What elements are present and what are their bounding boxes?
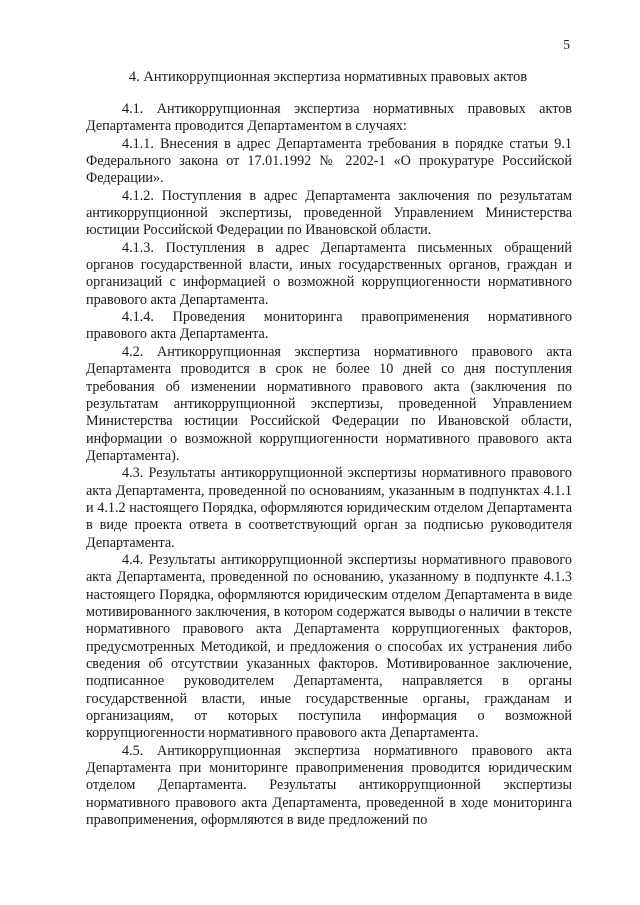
paragraph-4-1: 4.1. Антикоррупционная экспертиза нормативных правовых актов Департамента проводится Департаментом в случаях: — [86, 101, 572, 135]
paragraph-4-1-3: 4.1.3. Поступления в адрес Департамента письменных обращений органов государственной власти, иных государственных органов, граждан и организаций с информацией о возможной коррупциогенности нормативного правового акта Департамента. — [86, 239, 572, 308]
document-body — [86, 101, 572, 829]
paragraph-4-1-1: 4.1.1. Внесения в адрес Департамента требования в порядке статьи 9.1 Федерального закона от 17.01.1992 № 2202-1 «О прокуратуре Российской Федерации». — [86, 135, 572, 187]
section-title: 4. Антикоррупционная экспертиза нормативных правовых актов — [128, 69, 528, 85]
paragraph-4-4: 4.4. Результаты антикоррупционной экспертизы нормативного правового акта Департамента, проведенной по основанию, указанному в подпункте 4.1.3 настоящего Порядка, оформляются юридическим отделом Департамента в виде мотивированного заключения, в котором содержатся выводы о наличии в тексте нормативного правового акта Департамента коррупциогенных факторов, предусмотренных Методикой, и предложения о способах их устранения либо сведения об отсутствии указанных факторов. Мотивированное заключение, подписанное руководителем Департамента, направляется в органы государственной власти, иные государственные органы, гражданам и организациям, от которых поступила информация о возможной коррупциогенности нормативного правового акта Департамента. — [86, 551, 572, 742]
paragraph-4-1-4: 4.1.4. Проведения мониторинга правоприменения нормативного правового акта Департамента. — [86, 309, 572, 343]
paragraph-4-3: 4.3. Результаты антикоррупционной экспертизы нормативного правового акта Департамента, проведенной по основаниям, указанным в подпунктах 4.1.1 и 4.1.2 настоящего Порядка, оформляются юридическим отделом Департамента в виде проекта ответа в соответствующий орган за подписью руководителя Департамента. — [86, 465, 572, 551]
paragraph-4-1-2: 4.1.2. Поступления в адрес Департамента заключения по результатам антикоррупционной экспертизы, проведенной Управлением Министерства юстиции Российской Федерации по Ивановской области. — [86, 187, 572, 239]
paragraph-4-2: 4.2. Антикоррупционная экспертиза нормативного правового акта Департамента проводится в срок не более 10 дней со дня поступления требования об изменении нормативного правового акта (заключения по результатам антикоррупционной экспертизы, проведенной Управлением Министерства юстиции Российской Федерации по Ивановской области, информации о возможной коррупциогенности нормативного правового акта Департамента). — [86, 343, 572, 464]
page-number: 5 — [563, 37, 570, 52]
paragraph-4-5: 4.5. Антикоррупционная экспертиза нормативного правового акта Департамента при мониторинге правоприменения проводится юридическим отделом Департамента. Результаты антикоррупционной экспертизы нормативного правового акта Департамента, проведенной в ходе мониторинга правоприменения, оформляются в виде предложений по — [86, 742, 572, 829]
